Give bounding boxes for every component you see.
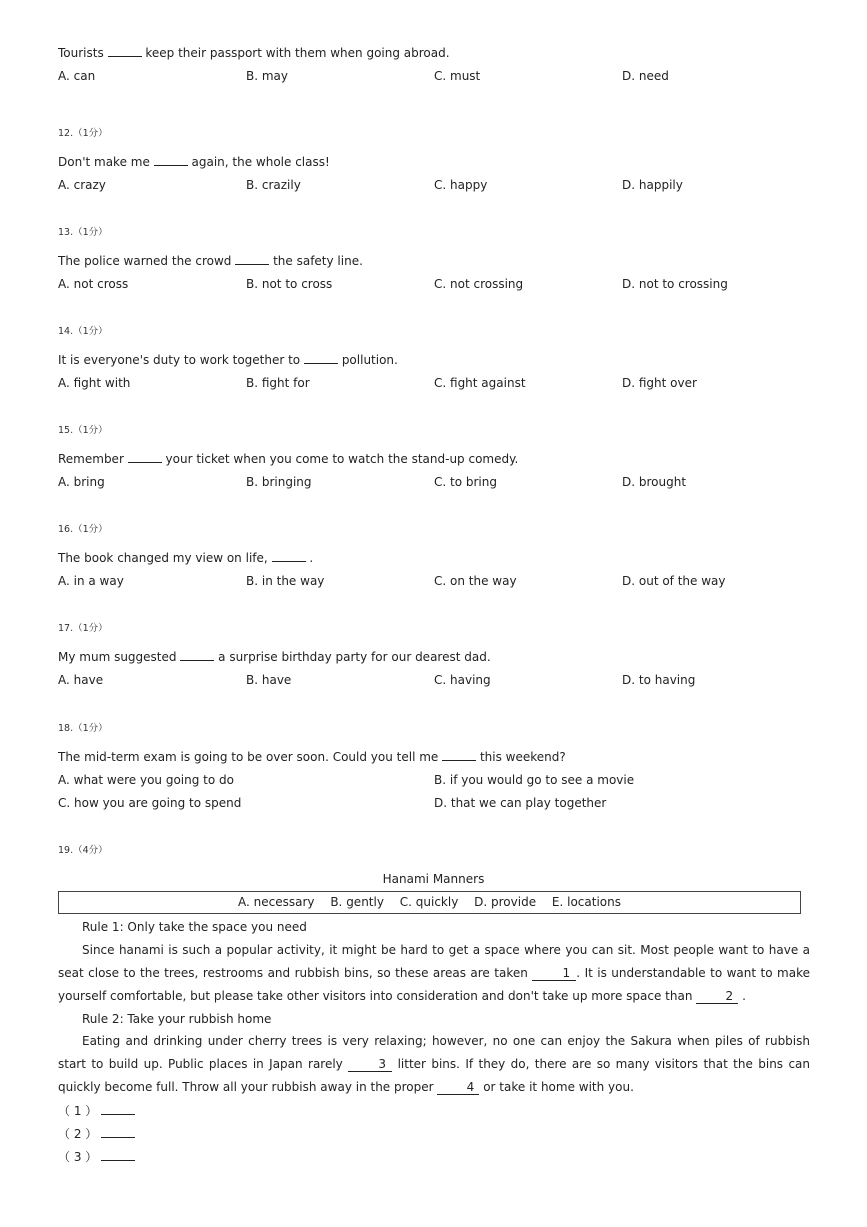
answer-blank <box>442 749 476 761</box>
q17-option-a: A. have <box>58 673 104 687</box>
blank-number: 2 <box>725 989 734 1003</box>
word-bank-item: A. necessary <box>238 895 315 909</box>
passage-text: or take it home with you. <box>483 1080 634 1094</box>
answer-blank <box>101 1103 135 1115</box>
q16-number: 16.（1分） <box>58 524 108 535</box>
q17-option-d: D. to having <box>622 673 696 687</box>
passage-title: Hanami Manners <box>382 872 485 886</box>
stem-text: My mum suggested <box>58 650 177 664</box>
q14-number: 14.（1分） <box>58 326 108 337</box>
answer-blank <box>101 1126 135 1138</box>
q18-option-a: A. what were you going to do <box>58 773 234 787</box>
word-bank-item: D. provide <box>474 895 537 909</box>
stem-text: It is everyone's duty to work together to <box>58 353 301 367</box>
word-bank-item: C. quickly <box>399 895 459 909</box>
q18-option-c: C. how you are going to spend <box>58 796 242 810</box>
stem-text: Don't make me <box>58 155 150 169</box>
word-bank-box <box>58 891 801 914</box>
q11-option-b: B. may <box>246 69 289 83</box>
q13-number: 13.（1分） <box>58 227 108 238</box>
word-bank-item: E. locations <box>551 895 621 909</box>
q16-stem <box>58 550 313 566</box>
q18-number: 18.（1分） <box>58 723 108 734</box>
q15-option-a: A. bring <box>58 475 105 489</box>
answer-blank <box>108 45 142 57</box>
passage-text: . It is understandable to want to make yourself comfortable, but please take other visitors into consideration and don't take up more space than <box>58 966 811 1003</box>
stem-text: The book changed my view on life, <box>58 551 268 565</box>
blank-number: 4 <box>466 1080 475 1094</box>
blank-number: 3 <box>378 1057 386 1071</box>
stem-text: pollution. <box>341 353 398 367</box>
answer-label: （ 2 ） <box>58 1127 98 1141</box>
q11-stem <box>58 45 450 61</box>
answer-blank <box>235 253 269 265</box>
stem-text: the safety line. <box>273 254 363 268</box>
q15-number: 15.（1分） <box>58 425 108 436</box>
answer-blank <box>272 550 306 562</box>
q14-stem <box>58 352 398 368</box>
q16-option-d: D. out of the way <box>622 574 726 588</box>
answer-blank <box>180 649 214 661</box>
q15-option-b: B. bringing <box>246 475 312 489</box>
q16-option-b: B. in the way <box>246 574 325 588</box>
stem-text: your ticket when you come to watch the stand-up comedy. <box>165 452 519 466</box>
blank-number: 1 <box>562 966 571 980</box>
passage-text: Since hanami is such a popular activity, it might be hard to get a space where you can sit. Most people want to have a seat close to the trees, restrooms and rubbish bins, so these areas are taken <box>58 943 810 980</box>
q19-number: 19.（4分） <box>58 845 108 856</box>
passage-blank-4 <box>437 1080 479 1095</box>
q12-number: 12.（1分） <box>58 128 108 139</box>
stem-text: The mid-term exam is going to be over soon. Could you tell me <box>58 750 439 764</box>
q12-option-d: D. happily <box>622 178 683 192</box>
q12-option-b: B. crazily <box>246 178 301 192</box>
answer-blank <box>154 154 188 166</box>
passage-blank-1 <box>532 966 576 981</box>
q18-option-b: B. if you would go to see a movie <box>434 773 635 787</box>
answer-line-3 <box>58 1149 135 1165</box>
answer-line-2 <box>58 1126 135 1142</box>
passage-blank-3 <box>348 1057 392 1072</box>
answer-label: （ 3 ） <box>58 1150 98 1164</box>
answer-blank <box>101 1149 135 1161</box>
q14-option-c: C. fight against <box>434 376 526 390</box>
stem-text: a surprise birthday party for our dearest dad. <box>218 650 491 664</box>
stem-text: . <box>309 551 314 565</box>
rule-1-heading: Rule 1: Only take the space you need <box>82 920 307 934</box>
q11-option-c: C. must <box>434 69 481 83</box>
q14-option-b: B. fight for <box>246 376 310 390</box>
answer-blank <box>128 451 162 463</box>
q17-option-c: C. having <box>434 673 491 687</box>
q12-option-c: C. happy <box>434 178 488 192</box>
q12-option-a: A. crazy <box>58 178 106 192</box>
q16-option-c: C. on the way <box>434 574 517 588</box>
q11-option-d: D. need <box>622 69 669 83</box>
answer-line-1 <box>58 1103 135 1119</box>
passage-text: . <box>742 989 746 1003</box>
stem-text: keep their passport with them when going abroad. <box>145 46 450 60</box>
q13-option-c: C. not crossing <box>434 277 524 291</box>
q17-stem <box>58 649 491 665</box>
stem-text: this weekend? <box>479 750 566 764</box>
q11-option-a: A. can <box>58 69 96 83</box>
word-bank-item: B. gently <box>330 895 384 909</box>
q13-stem <box>58 253 363 269</box>
rule-2-heading: Rule 2: Take your rubbish home <box>82 1012 272 1026</box>
stem-text: The police warned the crowd <box>58 254 232 268</box>
answer-label: （ 1 ） <box>58 1104 98 1118</box>
q14-option-a: A. fight with <box>58 376 131 390</box>
stem-text: Tourists <box>58 46 104 60</box>
passage-text: Eating and drinking under cherry trees is very relaxing; however, no one can enjoy the Sakura when piles of rubbish start to build up. Public places in Japan rarely <box>58 1034 810 1071</box>
q13-option-b: B. not to cross <box>246 277 333 291</box>
q14-option-d: D. fight over <box>622 376 697 390</box>
passage-blank-2 <box>696 989 738 1004</box>
passage-text: litter bins. If they do, there are so many visitors that the bins can quickly become full. Throw all your rubbish away in the proper <box>58 1057 810 1094</box>
q18-option-d: D. that we can play together <box>434 796 607 810</box>
q18-stem <box>58 749 566 765</box>
q15-stem <box>58 451 518 467</box>
q13-option-d: D. not to crossing <box>622 277 728 291</box>
q12-stem <box>58 154 330 170</box>
q13-option-a: A. not cross <box>58 277 129 291</box>
q17-number: 17.（1分） <box>58 623 108 634</box>
passage-paragraph-2 <box>58 1030 810 1099</box>
q16-option-a: A. in a way <box>58 574 124 588</box>
passage-paragraph-1 <box>58 939 810 1008</box>
answer-blank <box>304 352 338 364</box>
stem-text: again, the whole class! <box>191 155 330 169</box>
q17-option-b: B. have <box>246 673 292 687</box>
q15-option-d: D. brought <box>622 475 687 489</box>
q15-option-c: C. to bring <box>434 475 497 489</box>
stem-text: Remember <box>58 452 124 466</box>
